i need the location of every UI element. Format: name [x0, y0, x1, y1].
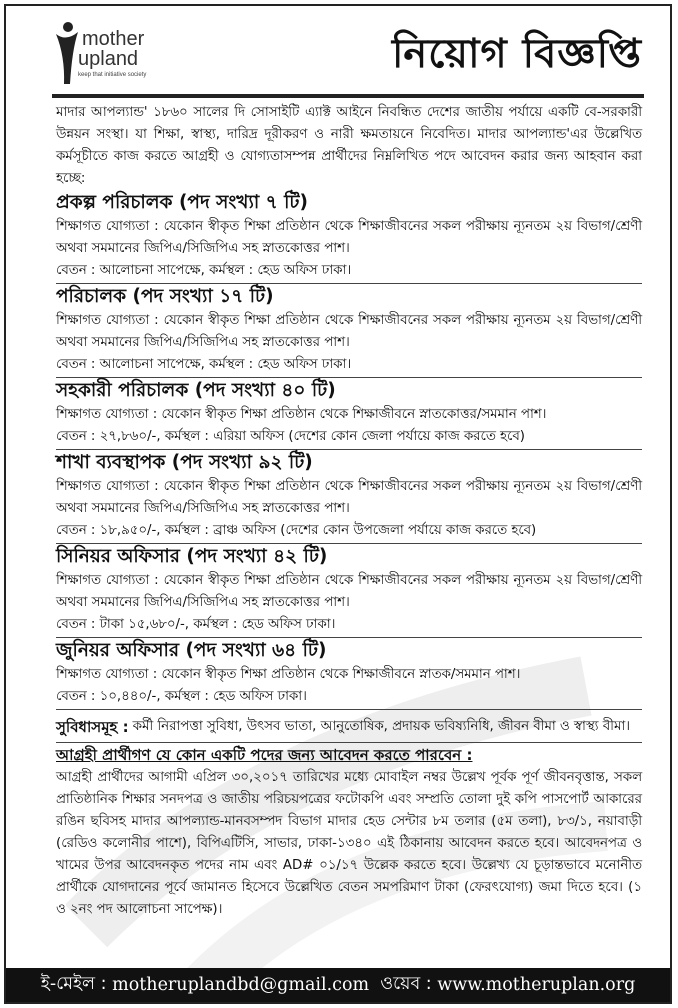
logo-line2: upland [78, 48, 139, 70]
position-qualification: শিক্ষাগত যোগ্যতা : যেকোন স্বীকৃত শিক্ষা প্রতিষ্ঠান থেকে শিক্ষাজীবনের সকল পরীক্ষায় ন্যূনতম ২য় বিভাগ/শ্রেণী অথবা সমমানের জিপিএ/সিজিপিএ সহ স্নাতকোত্তর পাশ। [56, 313, 642, 350]
position-block [56, 638, 642, 710]
position-qualification: শিক্ষাগত যোগ্যতা : যেকোন স্বীকৃত শিক্ষা প্রতিষ্ঠান থেকে শিক্ষাজীবনে স্নাতক/সমমান পাশ। [56, 667, 521, 682]
position-block [56, 450, 642, 544]
position-qualification: শিক্ষাগত যোগ্যতা : যেকোন স্বীকৃত শিক্ষা প্রতিষ্ঠান থেকে শিক্ষাজীবনের সকল পরীক্ষায় ন্যূনতম ২য় বিভাগ/শ্রেণী অথবা সমমানের জিপিএ/সিজিপিএ সহ স্নাতকোত্তর পাশ। [56, 219, 642, 256]
apply-heading: আগ্রহী প্রার্থীগণ যে কোন একটি পদের জন্য আবেদন করতে পারবেন : [56, 746, 473, 764]
position-salary: বেতন : ২৭,৮৬০/-, কর্মস্থল : এরিয়া অফিস (দেশের কোন জেলা পর্যায়ে কাজ করতে হবে) [56, 426, 642, 450]
position-qualification: শিক্ষাগত যোগ্যতা : যেকোন স্বীকৃত শিক্ষা প্রতিষ্ঠান থেকে শিক্ষাজীবনের সকল পরীক্ষায় ন্যূনতম ২য় বিভাগ/শ্রেণী অথবা সমমানের জিপিএ/সিজিপিএ সহ স্নাতকোত্তর পাশ। [56, 479, 642, 516]
benefits-text: কর্মী নিরাপত্তা সুবিধা, উৎসব ভাতা, আনুতোষিক, প্রদায়ক ভবিষ্যনিধি, জীবন বীমা ও স্বাস্থ্য বীমা। [132, 719, 630, 734]
benefits-section [56, 716, 642, 743]
position-block [56, 378, 642, 450]
position-title: পরিচালক (পদ সংখ্যা ১৭ টি) [56, 286, 274, 307]
position-block [56, 284, 642, 378]
website-link[interactable]: www.motheruplan.org [437, 975, 636, 995]
position-title: সিনিয়র অফিসার (পদ সংখ্যা ৪২ টি) [56, 546, 328, 567]
mother-upland-logo [52, 20, 232, 90]
position-salary: বেতন : আলোচনা সাপেক্ষে, কর্মস্থল : হেড অফিস ঢাকা। [56, 260, 642, 284]
email-link[interactable]: motheruplandbd@gmail.com [112, 975, 370, 995]
position-title: প্রকল্প পরিচালক (পদ সংখ্যা ৭ টি) [56, 192, 308, 213]
logo-line1: mother [82, 28, 145, 50]
header [6, 6, 670, 94]
position-title: সহকারী পরিচালক (পদ সংখ্যা ৪০ টি) [56, 380, 336, 401]
intro-paragraph: মাদার আপল্যান্ড' ১৮৬০ সালের দি সোসাইটি এ্যাক্ট আইনে নিবন্ধিত দেশের জাতীয় পর্যায়ে একটি বে-সরকারী উন্নয়ন সংস্থা। যা শিক্ষা, স্বাস্থ্য, দারিদ্র দূরীকরণ ও নারী ক্ষমতায়নে নিবেদিত। মাদার আপল্যান্ড'এর উল্লেখিত কর্মসূচীতে কাজ করতে আগ্রহী ও যোগ্যতাসম্পন্ন প্রার্থীদের নিম্নলিখিত পদে আবেদন করার জন্য আহবান করা হচ্ছে: [56, 105, 642, 186]
position-title: শাখা ব্যবস্থাপক (পদ সংখ্যা ৯২ টি) [56, 452, 313, 473]
position-block [56, 190, 642, 284]
position-salary: বেতন : ১০,৪৪০/-, কর্মস্থল : হেড অফিস ঢাকা। [56, 686, 642, 710]
apply-instructions: আগ্রহী প্রার্থীদের আগামী এপ্রিল ৩০,২০১৭ তারিখের মধ্যে মোবাইল নম্বর উল্লেখ পূর্বক পূর্ণ জীবনবৃত্তান্ত, সকল প্রাতিষ্ঠানিক শিক্ষার সনদপত্র ও জাতীয় পরিচয়পত্রের ফটোকপি এবং সম্প্রতি তোলা দুই কপি পাসপোর্ট আকারের রঙিন ছবিসহ মাদার আপল্যান্ড-মানবসম্পদ বিভাগ মাদার হেড সেন্টার ৮ম তলার (৫ম তলা), ৮৩/১, নয়াবাড়ী (রেডিও কলোনীর পাশে), বিপিএটিসি, সাভার, ঢাকা-১৩৪০ এই ঠিকানায় আবেদন করতে হবে। আবেদনপত্র ও খামের উপর আবেদনকৃত পদের নাম এবং AD# ০১/১৭ উল্লেক করতে হবে। উল্লেখ্য যে চূড়ান্তভাবে মনোনীত প্রার্থীকে যোগদানের পূর্বে জামানত হিসেবে উল্লেখিত বেতন সমপরিমাণ টাকা (ফেরৎযোগ্য) জমা দিতে হবে। (১ ও ২নং পদ আলোচনা সাপেক্ষ)। [56, 770, 642, 917]
position-salary: বেতন : ১৮,৯৫০/-, কর্মস্থল : ব্রাঞ্চ অফিস (দেশের কোন উপজেলা পর্যায়ে কাজ করতে হবে) [56, 520, 642, 544]
position-title: জুনিয়র অফিসার (পদ সংখ্যা ৬৪ টি) [56, 640, 327, 661]
page-title: নিয়োগ বিজ্ঞপ্তি [391, 30, 642, 77]
web-label: ওয়েব : [380, 973, 432, 994]
header-divider [52, 94, 644, 98]
position-qualification: শিক্ষাগত যোগ্যতা : যেকোন স্বীকৃত শিক্ষা প্রতিষ্ঠান থেকে শিক্ষাজীবনের সকল পরীক্ষায় ন্যূনতম ২য় বিভাগ/শ্রেণী অথবা সমমানের জিপিএ/সিজিপিএ সহ স্নাতকোত্তর পাশ। [56, 573, 642, 610]
position-block [56, 544, 642, 638]
contact-footer [6, 968, 670, 1002]
notice-frame [4, 4, 672, 1004]
benefits-label: সুবিধাসমূহ : [56, 718, 129, 736]
logo-tagline: keep that initiative society [78, 72, 147, 78]
notice-body [56, 102, 642, 921]
position-qualification: শিক্ষাগত যোগ্যতা : যেকোন স্বীকৃত শিক্ষা প্রতিষ্ঠান থেকে শিক্ষাজীবনে স্নাতকোত্তর/সমমান পাশ। [56, 407, 547, 422]
position-salary: বেতন : আলোচনা সাপেক্ষে, কর্মস্থল : হেড অফিস ঢাকা। [56, 354, 642, 378]
position-salary: বেতন : টাকা ১৫,৬৮০/-, কর্মস্থল : হেড অফিস ঢাকা। [56, 614, 642, 638]
email-label: ই-মেইল : [40, 973, 107, 994]
